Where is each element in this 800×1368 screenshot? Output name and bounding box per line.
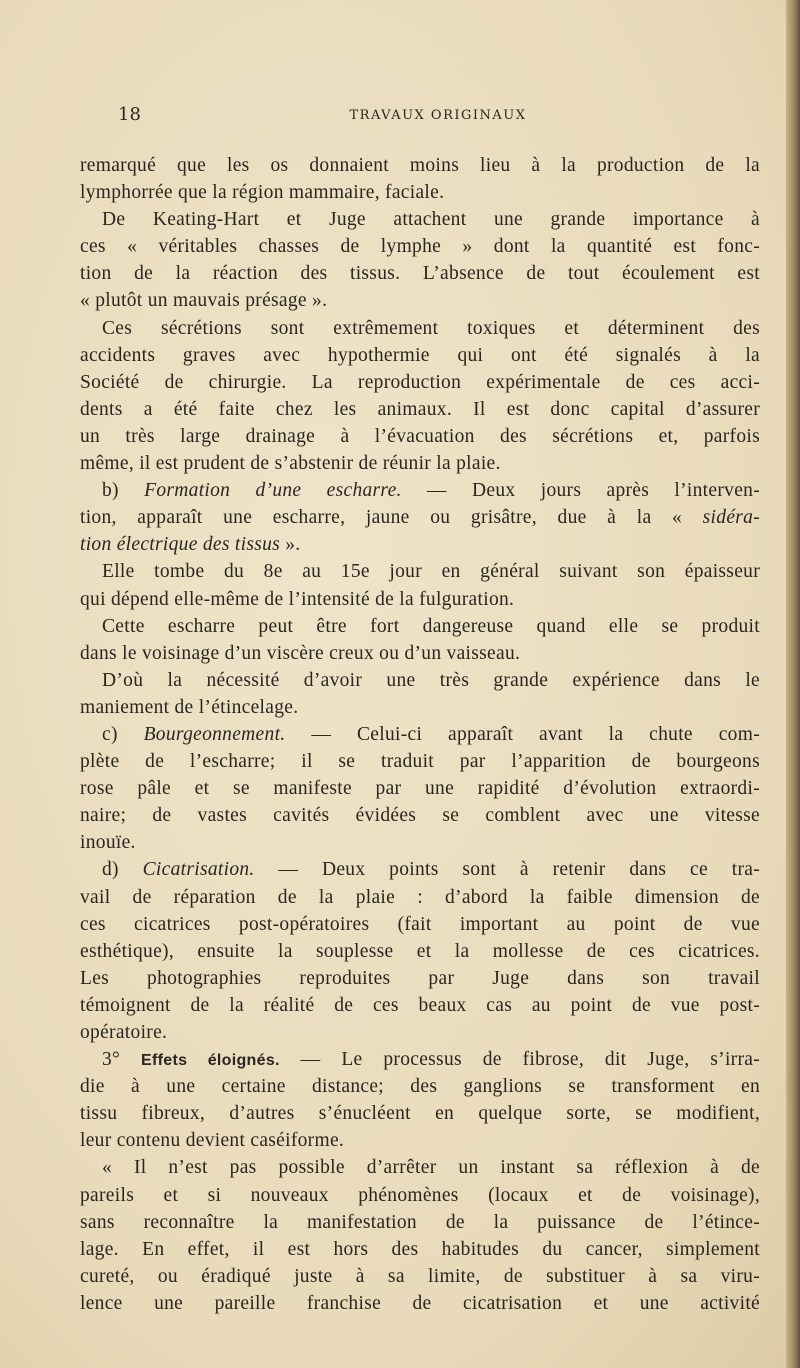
text-line: plète de l’escharre; il se traduit par l’apparition de bourgeons xyxy=(80,751,760,773)
text-line: tion de la réaction des tissus. L’absence de tout écoulement est xyxy=(80,263,760,285)
running-head: TRAVAUX ORIGINAUX xyxy=(349,108,527,123)
text-segment: ». xyxy=(280,534,301,556)
text-line: ces « véritables chasses de lymphe » dont la quantité est fonc- xyxy=(80,236,760,258)
text-line xyxy=(80,531,760,558)
text-line: Les photographies reproduites par Juge dans son travail xyxy=(80,967,760,989)
text-line: sans reconnaître la manifestation de la puissance de l’étince- xyxy=(80,1211,760,1233)
text-line: même, il est prudent de s’abstenir de réunir la plaie. xyxy=(80,453,501,475)
italic-segment: sidéra- xyxy=(702,507,760,529)
text-line: « Il n’est pas possible d’arrêter un instant sa réflexion à de xyxy=(102,1157,760,1179)
text-line: lymphorrée que la région mammaire, faciale. xyxy=(80,182,445,204)
section-d-heading-line xyxy=(80,856,760,883)
text-line: remarqué que les os donnaient moins lieu à la production de la xyxy=(80,155,760,176)
text-line: Cette escharre peut être fort dangereuse quand elle se produit xyxy=(102,615,760,637)
section-label: b) xyxy=(102,480,145,502)
text-line: Ces sécrétions sont extrêmement toxiques et déterminent des xyxy=(102,317,760,339)
section-text: — Deux jours après l’interven- xyxy=(401,480,760,502)
italic-segment: tion électrique des tissus xyxy=(80,534,281,556)
text-line: maniement de l’étincelage. xyxy=(80,696,299,718)
text-line: opératoire. xyxy=(80,1022,168,1043)
section-title: Bourgeonnement. xyxy=(143,723,286,745)
text-line: lence une pareille franchise de cicatrisation et une activité xyxy=(80,1292,760,1314)
text-line: lage. En effet, il est hors des habitudes du cancer, simplement xyxy=(80,1238,760,1260)
text-segment: tion, apparaît une escharre, jaune ou grisâtre, due à la « xyxy=(80,507,703,529)
text-line: leur contenu devient caséiforme. xyxy=(80,1130,345,1152)
text-line: qui dépend elle-même de l’intensité de la fulguration. xyxy=(80,588,515,610)
section-title: Cicatrisation. xyxy=(142,859,255,881)
text-line: vail de réparation de la plaie : d’abord la faible dimension de xyxy=(80,886,760,908)
section-text: — Deux points sont à retenir dans ce tra- xyxy=(254,859,760,881)
text-line: « plutôt un mauvais présage ». xyxy=(80,290,328,312)
section-label: c) xyxy=(102,723,144,745)
text-line: pareils et si nouveaux phénomènes (locaux et de voisinage), xyxy=(80,1184,760,1206)
text-line: tissu fibreux, d’autres s’énucléent en quelque sorte, se modifient, xyxy=(80,1103,760,1125)
text-line: die à une certaine distance; des ganglions se transforment en xyxy=(80,1076,760,1098)
section-text: — Celui-ci apparaît avant la chute com- xyxy=(285,723,760,745)
text-line: accidents graves avec hypothermie qui ont été signalés à la xyxy=(80,344,760,366)
text-line xyxy=(80,504,760,531)
text-line: naire; de vastes cavités évidées se comblent avec une vitesse xyxy=(80,805,760,827)
section-c-heading-line xyxy=(80,721,760,748)
text-line: dans le voisinage d’un viscère creux ou d’un vaisseau. xyxy=(80,642,521,664)
section-3-heading-line xyxy=(80,1046,760,1073)
text-line: ces cicatrices post-opératoires (fait important au point de vue xyxy=(80,913,760,935)
body-text xyxy=(80,152,760,1317)
text-line: esthétique), ensuite la souplesse et la mollesse de ces cicatrices. xyxy=(80,940,760,962)
page-edge-shadow xyxy=(786,0,800,1368)
text-line: dents a été faite chez les animaux. Il est donc capital d’assurer xyxy=(80,398,760,420)
section-text: — Le processus de fibrose, dit Juge, s’irra- xyxy=(279,1049,760,1071)
text-line: Société de chirurgie. La reproduction expérimentale de ces acci- xyxy=(80,371,760,393)
text-line: inouïe. xyxy=(80,832,136,854)
section-b-heading-line xyxy=(80,477,760,504)
page-header xyxy=(118,100,758,134)
text-line: De Keating-Hart et Juge attachent une grande importance à xyxy=(102,209,760,231)
section-label: d) xyxy=(102,859,143,881)
text-line: témoignent de la réalité de ces beaux cas au point de vue post- xyxy=(80,994,760,1016)
text-line: D’où la nécessité d’avoir une très grande expérience dans le xyxy=(102,669,760,691)
section-title: Formation d’une escharre. xyxy=(144,480,402,502)
text-line: cureté, ou éradiqué juste à sa limite, de substituer à sa viru- xyxy=(80,1265,760,1287)
page-number: 18 xyxy=(118,104,141,125)
section-label: 3° xyxy=(102,1049,142,1071)
section-title: Effets éloignés. xyxy=(141,1052,280,1070)
text-line: rose pâle et se manifeste par une rapidité d’évolution extraordi- xyxy=(80,778,760,800)
text-line: Elle tombe du 8e au 15e jour en général suivant son épaisseur xyxy=(102,561,760,583)
text-line: un très large drainage à l’évacuation des sécrétions et, parfois xyxy=(80,425,760,447)
